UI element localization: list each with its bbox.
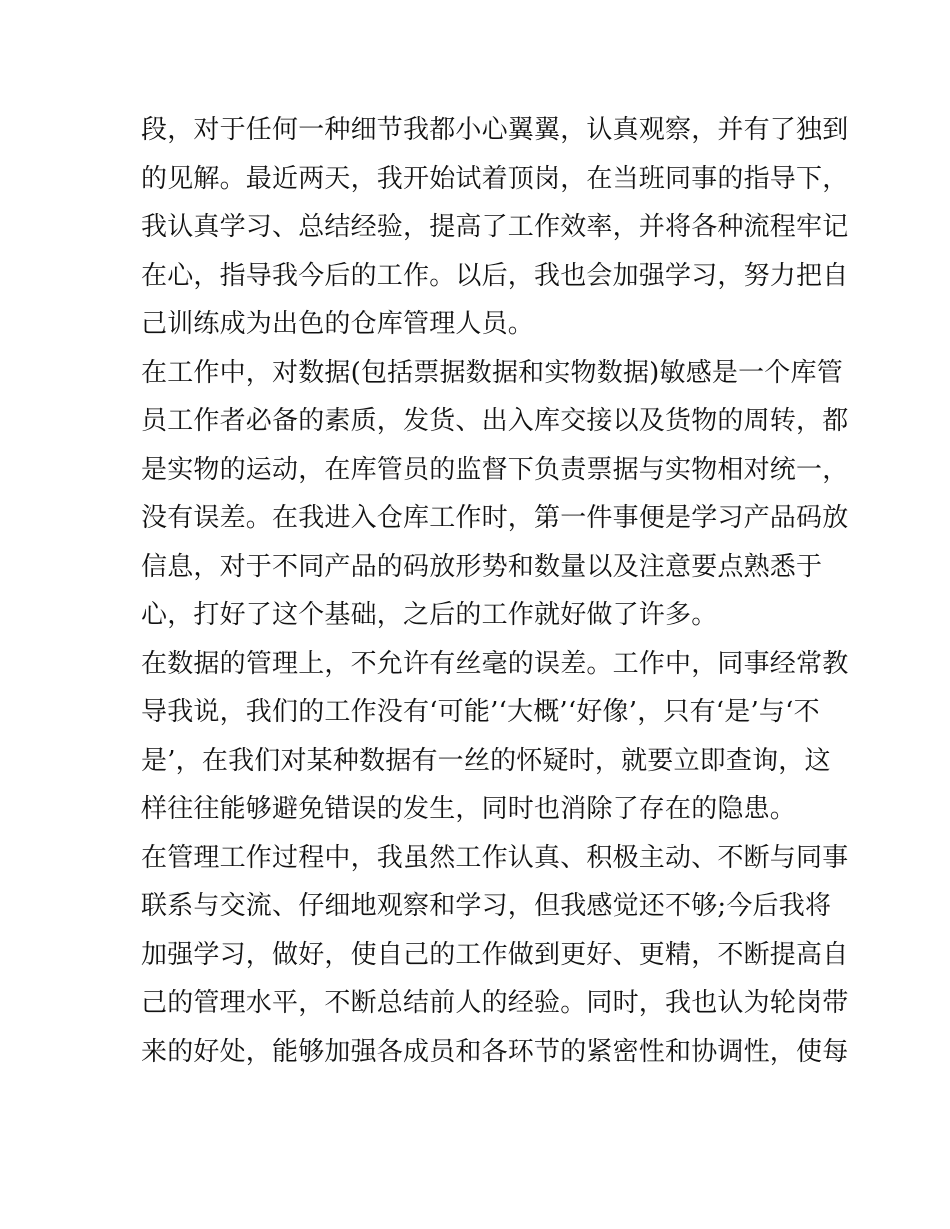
text-line: 没有误差。在我进入仓库工作时，第一件事便是学习产品码放 [141, 503, 849, 533]
text-line: 信息，对于不同产品的码放形势和数量以及注意要点熟悉于 [141, 551, 823, 582]
text-line: 心，打好了这个基础，之后的工作就好做了许多。 [141, 600, 718, 630]
text-line: 是实物的运动，在库管员的监督下负责票据与实物相对统一， [141, 454, 849, 485]
text-line: 己的管理水平，不断总结前人的经验。同时，我也认为轮岗带 [141, 988, 849, 1018]
text-line: 在工作中，对数据(包括票据数据和实物数据)敏感是一个库管 [141, 357, 843, 388]
text-line: 在心，指导我今后的工作。以后，我也会加强学习，努力把自 [141, 260, 849, 291]
text-line: 联系与交流、仔细地观察和学习，但我感觉还不够;今后我将 [141, 891, 832, 921]
text-line: 加强学习，做好，使自己的工作做到更好、更精，不断提高自 [141, 939, 849, 970]
text-line: 段，对于任何一种细节我都小心翼翼，认真观察，并有了独到 [141, 115, 849, 145]
text-line: 己训练成为出色的仓库管理人员。 [141, 309, 535, 339]
text-line: 的见解。最近两天，我开始试着顶岗，在当班同事的指导下， [141, 163, 849, 194]
paragraph-3 [141, 640, 849, 834]
text-line: 在管理工作过程中，我虽然工作认真、积极主动、不断与同事 [141, 842, 849, 873]
text-line: 员工作者必备的素质，发货、出入库交接以及货物的周转，都 [141, 406, 849, 436]
body-text [141, 106, 849, 1076]
text-line: 我认真学习、总结经验，提高了工作效率，并将各种流程牢记 [141, 212, 849, 242]
text-line: 导我说，我们的工作没有‘可能’‘大概’‘好像’，只有‘是’与‘不 [141, 697, 820, 727]
paragraph-4 [141, 834, 849, 1077]
paragraph-1 [141, 106, 849, 349]
paragraph-2 [141, 349, 849, 640]
text-line: 在数据的管理上，不允许有丝毫的误差。工作中，同事经常教 [141, 648, 849, 679]
text-line: 是’，在我们对某种数据有一丝的怀疑时，就要立即查询，这 [141, 745, 831, 776]
text-line: 样往往能够避免错误的发生，同时也消除了存在的隐患。 [141, 794, 797, 824]
text-line: 来的好处，能够加强各成员和各环节的紧密性和协调性，使每 [141, 1036, 849, 1067]
